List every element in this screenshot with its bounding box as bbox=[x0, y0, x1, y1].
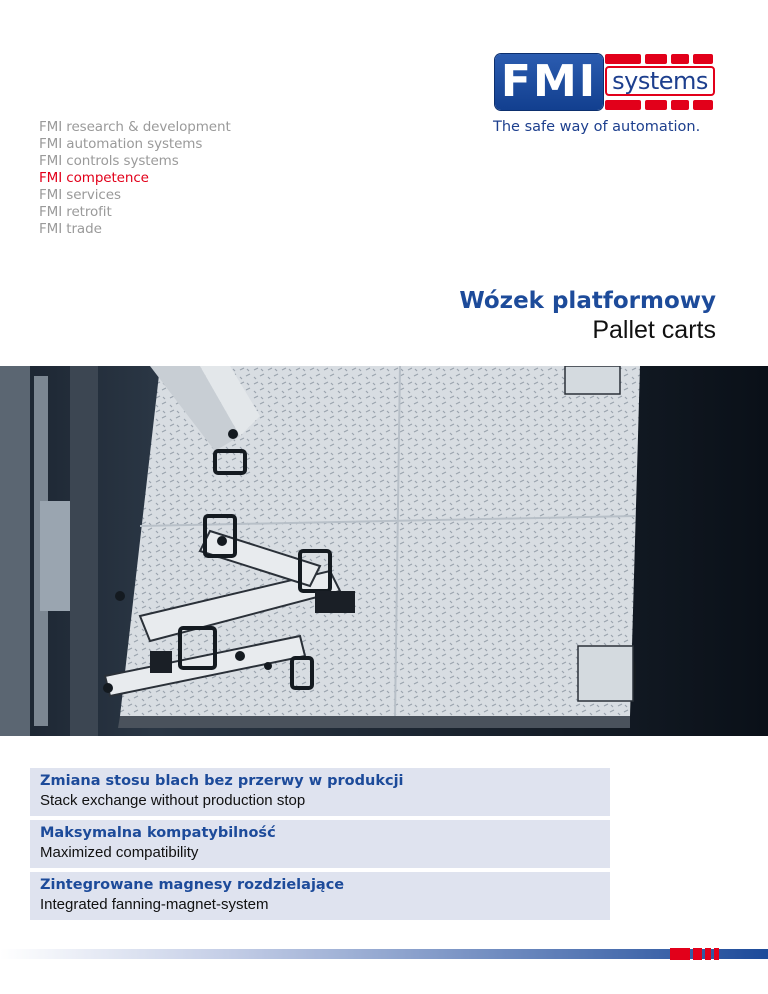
page-title-english: Pallet carts bbox=[592, 316, 716, 344]
feature-title-polish: Maksymalna kompatybilność bbox=[40, 825, 276, 841]
feature-title-english: Maximized compatibility bbox=[40, 844, 199, 861]
pallet-cart-photo bbox=[0, 366, 768, 736]
feature-item bbox=[30, 820, 610, 868]
feature-title-english: Stack exchange without production stop bbox=[40, 792, 306, 809]
feature-item bbox=[30, 872, 610, 920]
logo-brand: FMI bbox=[500, 56, 598, 107]
feature-list bbox=[30, 768, 610, 924]
nav-item-services[interactable]: FMI services bbox=[39, 187, 121, 203]
footer-gradient-bar bbox=[0, 949, 768, 959]
feature-title-english: Integrated fanning-magnet-system bbox=[40, 896, 269, 913]
fmi-logo bbox=[493, 52, 723, 142]
nav-item-trade[interactable]: FMI trade bbox=[39, 221, 102, 237]
logo-tagline: The safe way of automation. bbox=[493, 119, 701, 135]
feature-item bbox=[30, 768, 610, 816]
page-title-polish: Wózek platformowy bbox=[459, 288, 716, 314]
footer-stripes-graphic bbox=[670, 948, 720, 960]
nav-item-automation[interactable]: FMI automation systems bbox=[39, 136, 203, 152]
feature-title-polish: Zintegrowane magnesy rozdzielające bbox=[40, 877, 345, 893]
nav-item-controls[interactable]: FMI controls systems bbox=[39, 153, 179, 169]
logo-fmi-box bbox=[495, 54, 603, 110]
nav-item-retrofit[interactable]: FMI retrofit bbox=[39, 204, 112, 220]
pallet-cart-illustration bbox=[0, 366, 768, 736]
feature-title-polish: Zmiana stosu blach bez przerwy w produkcji bbox=[40, 773, 404, 789]
nav-item-competence[interactable]: FMI competence bbox=[39, 170, 149, 186]
logo-systems-word: systems bbox=[605, 66, 715, 96]
division-nav bbox=[39, 119, 231, 238]
nav-item-research[interactable]: FMI research & development bbox=[39, 119, 231, 135]
